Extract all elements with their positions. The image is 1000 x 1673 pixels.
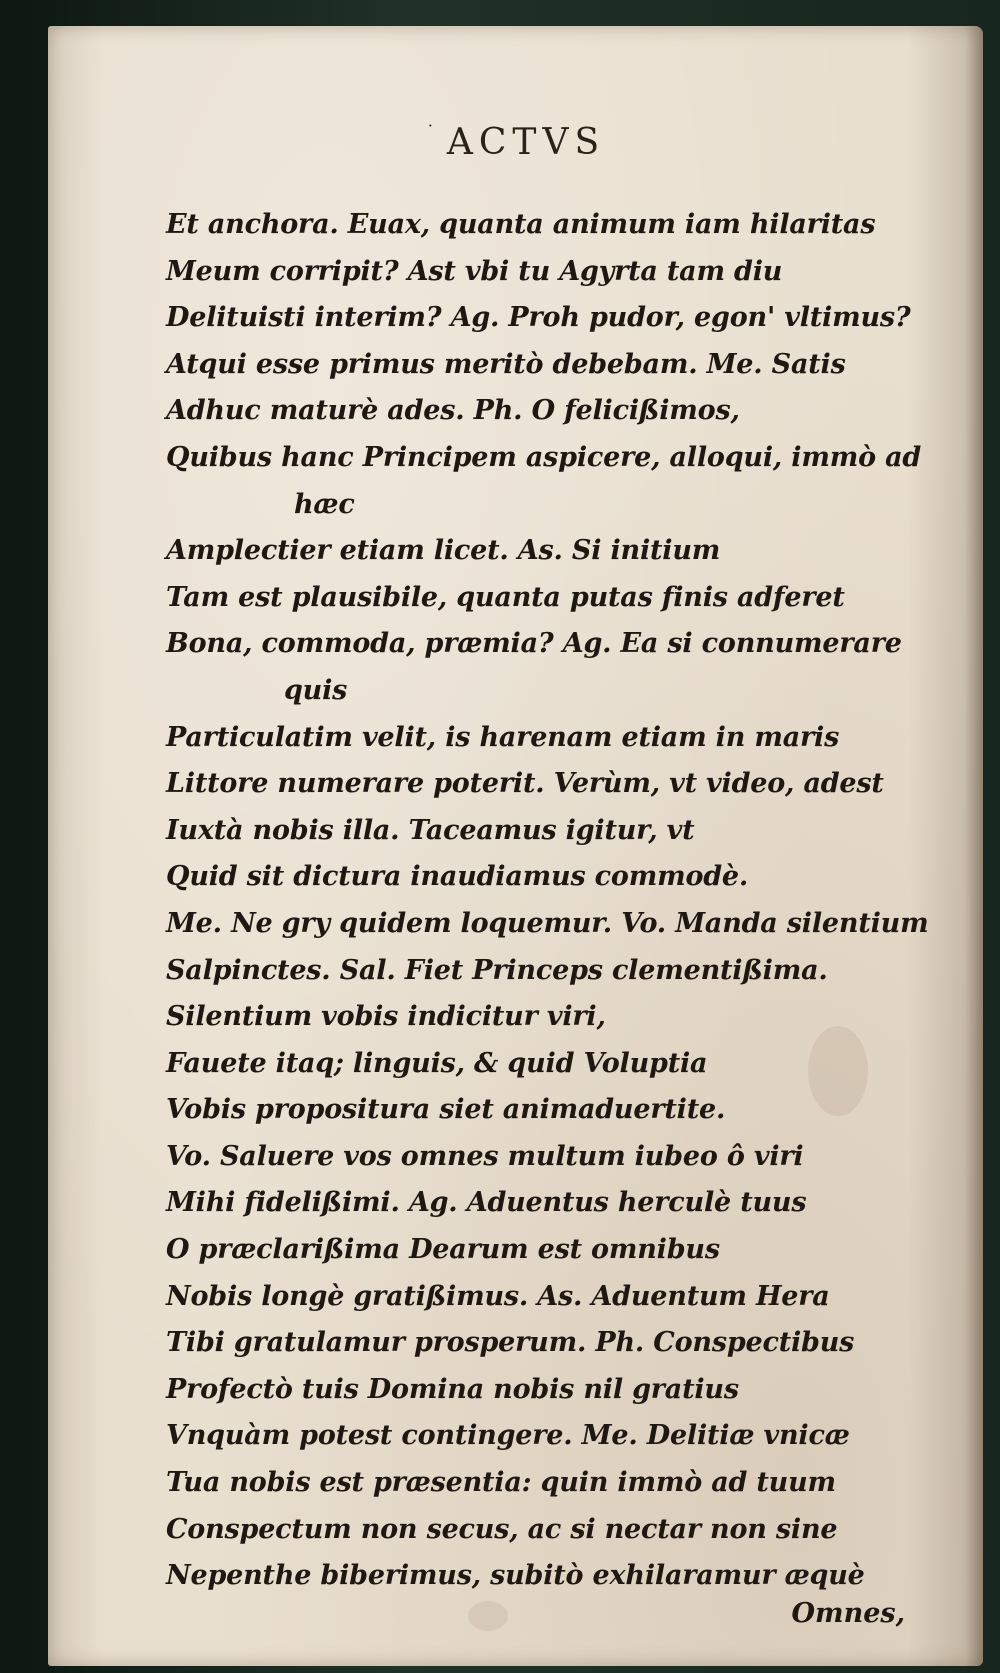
verse-line-continuation: quis (284, 674, 348, 706)
verse-line: Particulatim velit, is harenam etiam in maris (166, 721, 840, 753)
verse-line: Delituisti interim? Ag. Proh pudor, egon' vltimus? (166, 302, 911, 334)
verse-line: O præclarißima Dearum est omnibus (166, 1234, 720, 1266)
verse-line: Vobis propositura siet animaduertite. (166, 1094, 726, 1126)
page-edge-shadow (965, 26, 983, 1666)
verse-line: Conspectum non secus, ac si nectar non sine (166, 1513, 838, 1545)
verse-line: Vnquàm potest contingere. Me. Delitiæ vnicæ (166, 1420, 850, 1452)
verse-line: Me. Ne gry quidem loquemur. Vo. Manda silentium (166, 907, 929, 939)
verse-line: Profectò tuis Domina nobis nil gratius (166, 1373, 739, 1405)
verse-line-continuation: hæc (294, 488, 355, 520)
catchword: Omnes, (791, 1598, 905, 1629)
verse-line: Iuxtà nobis illa. Taceamus igitur, vt (166, 814, 695, 846)
verse-line: Adhuc maturè ades. Ph. O felicißimos, (166, 395, 740, 427)
verse-line: Fauete itaq; linguis, & quid Voluptia (166, 1047, 708, 1079)
verse-line: Atqui esse primus meritò debebam. Me. Satis (166, 348, 846, 380)
verse-line: Nobis longè gratißimus. As. Aduentum Hera (166, 1280, 830, 1312)
verse-line: Nepenthe biberimus, subitò exhilaramur æquè (166, 1560, 865, 1592)
verse-line: Amplectier etiam licet. As. Si initium (166, 535, 721, 567)
verse-text-block (166, 202, 956, 1600)
verse-line: Meum corripit? Ast vbi tu Agyrta tam diu (166, 255, 783, 287)
verse-line: Tua nobis est præsentia: quin immò ad tuum (166, 1467, 836, 1499)
verse-line: Vo. Saluere vos omnes multum iubeo ô viri (166, 1140, 804, 1172)
verse-line: Quid sit dictura inaudiamus commodè. (166, 861, 749, 893)
verse-line: Bona, commoda, præmia? Ag. Ea si connumerare (166, 628, 902, 660)
verse-line: Littore numerare poterit. Verùm, vt video, adest (166, 768, 884, 800)
verse-line: Et anchora. Euax, quanta animum iam hilaritas (166, 209, 876, 240)
running-header (48, 122, 983, 163)
verse-line: Silentium vobis indicitur viri, (166, 1001, 606, 1033)
header-mark: ˙ (425, 122, 441, 143)
verse-line: Mihi fidelißimi. Ag. Aduentus herculè tuus (166, 1187, 807, 1219)
verse-line: Salpinctes. Sal. Fiet Princeps clementißima. (166, 954, 828, 986)
book-page (48, 26, 983, 1666)
header-title: ACTVS (446, 122, 606, 163)
paper-stain (468, 1601, 508, 1631)
verse-line: Tibi gratulamur prosperum. Ph. Conspectibus (166, 1327, 855, 1359)
verse-line: Tam est plausibile, quanta putas finis adferet (166, 581, 845, 613)
verse-line: Quibus hanc Principem aspicere, alloqui, immò ad (166, 441, 922, 473)
